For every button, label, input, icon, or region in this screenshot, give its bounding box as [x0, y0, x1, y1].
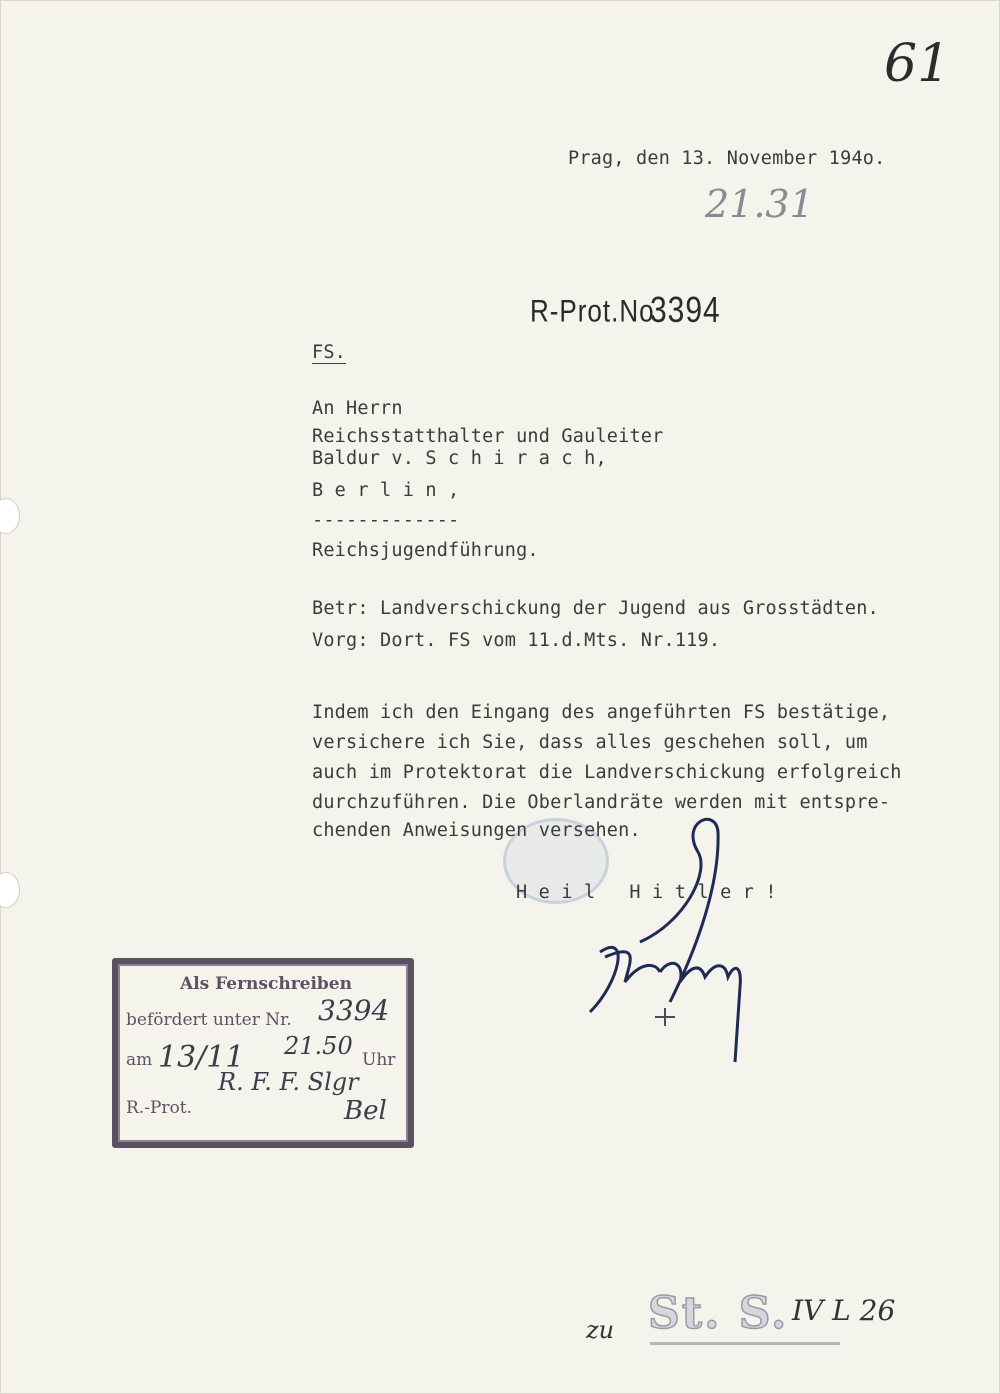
punch-hole-bottom: [0, 872, 20, 908]
body-line: Indem ich den Eingang des angeführten FS bestätige,: [312, 702, 891, 723]
address-line-2: Reichsstatthalter und Gauleiter: [312, 426, 664, 447]
bottom-reference: IV L 26: [792, 1294, 896, 1327]
stamp-line-3-suffix: Uhr: [362, 1050, 396, 1070]
stamp-hw-mark: Bel: [344, 1096, 387, 1126]
bottom-prefix: zu: [586, 1316, 615, 1344]
address-line-3: Baldur v. S c h i r a c h,: [312, 448, 607, 469]
body-line: versichere ich Sie, dass alles geschehen soll, um: [312, 732, 868, 753]
signature: [570, 812, 810, 1072]
protocol-label: R-Prot.No: [530, 292, 655, 329]
bottom-stamp-underline: [650, 1342, 840, 1345]
stamp-line-3-prefix: am: [126, 1050, 153, 1070]
subject-betr: Betr: Landverschickung der Jugend aus Grosstädten.: [312, 598, 879, 619]
protocol-number: 3394: [650, 290, 721, 331]
stamp-line-2: befördert unter Nr.: [126, 1010, 292, 1030]
body-line: auch im Protektorat die Landverschickung erfolgreich: [312, 762, 902, 783]
subject-vorg: Vorg: Dort. FS vom 11.d.Mts. Nr.119.: [312, 630, 721, 651]
address-line-5: Reichsjugendführung.: [312, 540, 539, 561]
date-annotation: 21.31: [705, 182, 814, 226]
stamp-line-1: Als Fernschreiben: [180, 974, 352, 994]
date-line: Prag, den 13. November 194o.: [568, 148, 886, 169]
stamp-hw-time: 21.50: [284, 1032, 353, 1060]
stamp-hw-initials: R. F. F. Slgr: [218, 1068, 359, 1096]
address-separator: -------------: [312, 510, 460, 531]
address-line-4: B e r l i n ,: [312, 480, 460, 501]
telegram-stamp: [112, 958, 414, 1148]
body-line: chenden Anweisungen versehen.: [312, 820, 641, 841]
stamp-line-4: R.-Prot.: [126, 1098, 192, 1118]
bottom-stamp: St. S.: [648, 1288, 789, 1339]
folio-number: 61: [884, 34, 951, 94]
punch-hole-top: [0, 498, 20, 534]
body-line: durchzuführen. Die Oberlandräte werden mit entspre-: [312, 792, 891, 813]
closing: H e i l H i t l e r !: [516, 882, 777, 903]
stamp-hw-date: 13/11: [158, 1040, 245, 1075]
fs-heading: FS.: [312, 342, 347, 363]
address-line-1: An Herrn: [312, 398, 403, 419]
stamp-hw-number: 3394: [318, 994, 390, 1027]
